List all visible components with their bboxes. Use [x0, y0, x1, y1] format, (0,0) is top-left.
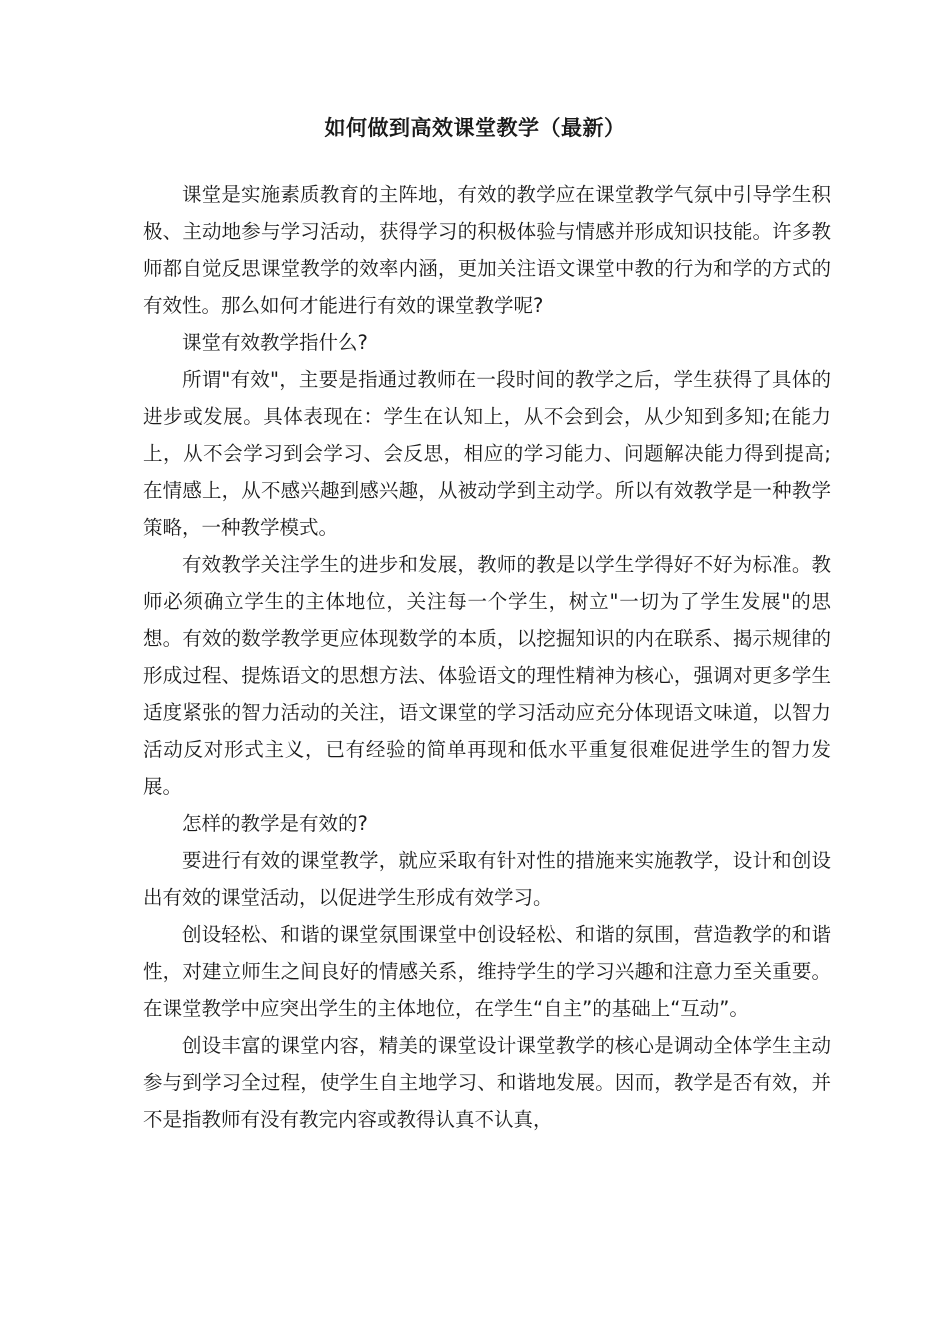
paragraph-measures: 要进行有效的课堂教学，就应采取有针对性的措施来实施教学，设计和创设出有效的课堂活动，以促进学生形成有效学习。: [143, 849, 831, 909]
paragraph-content: 创设丰富的课堂内容，精美的课堂设计课堂教学的核心是调动全体学生主动参与到学习全过程，使学生自主地学习、和谐地发展。因而，教学是否有效，并不是指教师有没有教完内容或教得认真不认真，: [143, 1034, 831, 1131]
paragraph-definition: 所谓"有效"，主要是指通过教师在一段时间的教学之后，学生获得了具体的进步或发展。具体表现在：学生在认知上，从不会到会，从少知到多知;在能力上，从不会学习到会学习、会反思，相应的学习能力、问题解决能力得到提高;在情感上，从不感兴趣到感兴趣，从被动学到主动学。所以有效教学是一种教学策略，一种教学模式。: [143, 368, 831, 539]
paragraph-focus: 有效教学关注学生的进步和发展，教师的教是以学生学得好不好为标准。教师必须确立学生的主体地位，关注每一个学生，树立"一切为了学生发展"的思想。有效的数学教学更应体现数学的本质，以挖掘知识的内在联系、揭示规律的形成过程、提炼语文的思想方法、体验语文的理性精神为核心，强调对更多学生适度紧张的智力活动的关注，语文课堂的学习活动应充分体现语文味道，以智力活动反对形式主义，已有经验的简单再现和低水平重复很难促进学生的智力发展。: [143, 553, 831, 798]
document-title: 如何做到高效课堂教学（最新）: [324, 116, 626, 140]
paragraph-atmosphere: 创设轻松、和谐的课堂氛围课堂中创设轻松、和谐的氛围，营造教学的和谐性，对建立师生之间良好的情感关系，维持学生的学习兴趣和注意力至关重要。在课堂教学中应突出学生的主体地位，在学生“自主”的基础上“互动”。: [143, 923, 831, 1020]
paragraph-question-how: 怎样的教学是有效的?: [182, 812, 368, 835]
paragraph-intro: 课堂是实施素质教育的主阵地，有效的教学应在课堂教学气氛中引导学生积极、主动地参与学习活动，获得学习的积极体验与情感并形成知识技能。许多教师都自觉反思课堂教学的效率内涵，更加关注语文课堂中教的行为和学的方式的有效性。那么如何才能进行有效的课堂教学呢?: [143, 183, 831, 317]
paragraph-question-what: 课堂有效教学指什么?: [182, 331, 368, 354]
document-body: [143, 176, 831, 1138]
